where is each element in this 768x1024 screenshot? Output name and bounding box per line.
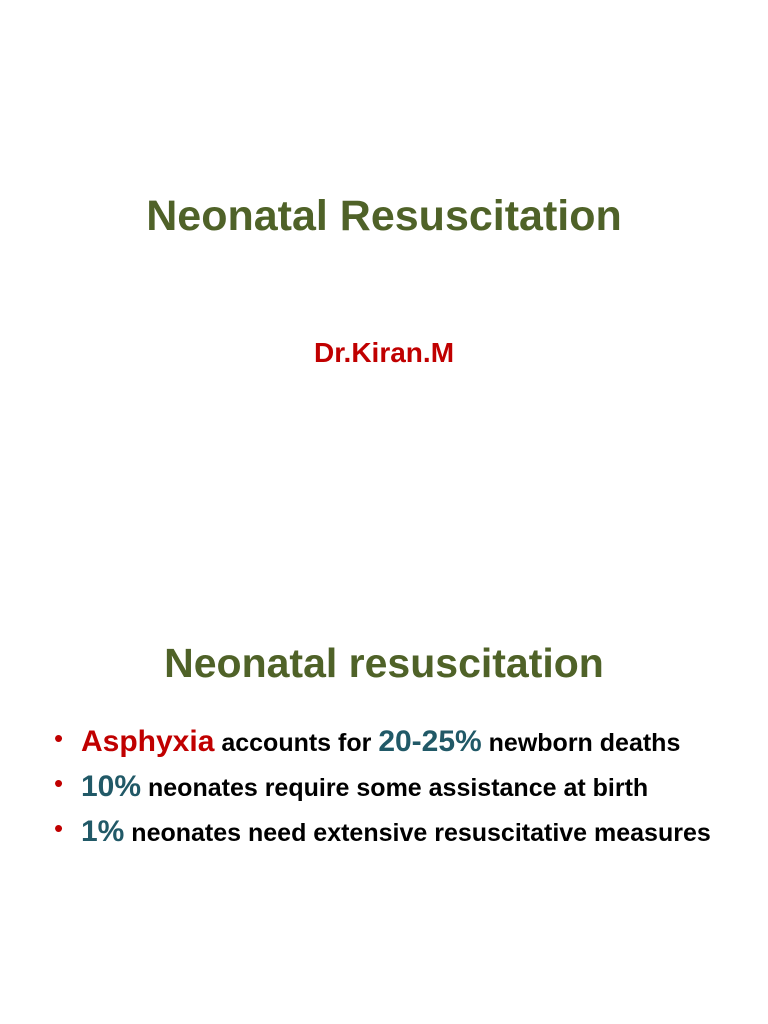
highlight-asphyxia: Asphyxia	[81, 725, 215, 758]
bullet-dot-icon: •	[54, 723, 64, 753]
presentation-title: Neonatal Resuscitation	[146, 192, 622, 240]
highlight-percentage: 20-25%	[378, 725, 482, 758]
bullet-text: accounts for	[214, 729, 379, 757]
bullet-text: newborn deaths	[481, 729, 681, 757]
bullet-item-assistance	[52, 770, 732, 805]
slide-title: Neonatal resuscitation	[164, 640, 604, 686]
bullet-dot-icon: •	[54, 768, 64, 798]
bullet-list	[52, 725, 732, 860]
bullet-text: neonates require some assistance at birth	[141, 774, 649, 802]
content-slide	[0, 580, 768, 1024]
highlight-percentage: 10%	[81, 770, 142, 803]
bullet-item-asphyxia	[52, 725, 732, 760]
highlight-percentage: 1%	[81, 815, 125, 848]
bullet-text: neonates need extensive resuscitative measures	[124, 819, 711, 847]
author-name: Dr.Kiran.M	[313, 337, 455, 368]
bullet-item-extensive	[52, 815, 732, 850]
bullet-dot-icon: •	[54, 813, 64, 843]
